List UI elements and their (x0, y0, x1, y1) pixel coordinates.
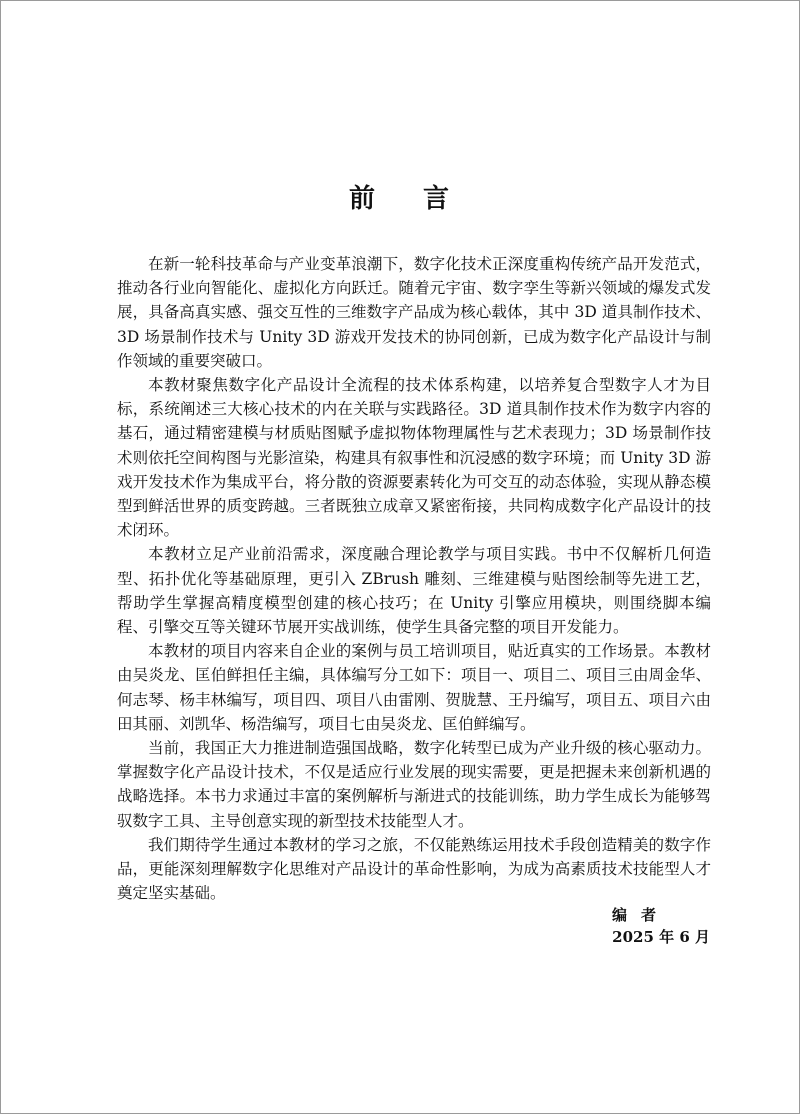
signature-author: 编者 (611, 906, 670, 924)
paragraph-4: 本教材的项目内容来自企业的案例与员工培训项目，贴近真实的工作场景。本教材由吴炎龙、匡伯鲜担任主编，具体编写分工如下：项目一、项目二、项目三由周金华、何志琴、杨丰林编写，项目四、项目八由雷刚、贺胧慧、王丹编写，项目五、项目六由田其丽、刘凯华、杨浩编写，项目七由吴炎龙、匡伯鲜编写。 (117, 642, 711, 733)
paragraph-2: 本教材聚焦数字化产品设计全流程的技术体系构建，以培养复合型数字人才为目标，系统阐述三大核心技术的内在关联与实践路径。3D 道具制作技术作为数字内容的基石，通过精密建模与材质贴图赋予虚拟物体物理属性与艺术表现力；3D 场景制作技术则依托空间构图与光影渲染，构建具有叙事性和沉浸感的数字环境；而 Unity 3D 游戏开发技术作为集成平台，将分散的资源要素转化为可交互的动态体验，实现从静态模型到鲜活世界的质变跨越。三者既独立成章又紧密衔接，共同构成数字化产品设计的技术闭环。 (117, 376, 711, 540)
paragraph-5: 当前，我国正大力推进制造强国战略，数字化转型已成为产业升级的核心驱动力。掌握数字化产品设计技术，不仅是适应行业发展的现实需要，更是把握未来创新机遇的战略选择。本书力求通过丰富的案例解析与渐进式的技能训练，助力学生成长为能够驾驭数字工具、主导创意实现的新型技术技能型人才。 (117, 739, 711, 830)
paragraph-6: 我们期待学生通过本教材的学习之旅，不仅能熟练运用技术手段创造精美的数字作品，更能深刻理解数字化思维对产品设计的革命性影响，为成为高素质技术技能型人才奠定坚实基础。 (117, 835, 711, 903)
signature-block (560, 904, 710, 948)
title-char-1: 前 (348, 184, 377, 214)
paragraph-3: 本教材立足产业前沿需求，深度融合理论教学与项目实践。书中不仅解析几何造型、拓扑优化等基础原理，更引入 ZBrush 雕刻、三维建模与贴图绘制等先进工艺，帮助学生掌握高精度模型创建的核心技巧；在 Unity 引擎应用模块，则围绕脚本编程、引擎交互等关键环节展开实战训练，使学生具备完整的项目开发能力。 (117, 545, 711, 637)
preface-body (117, 252, 711, 905)
page-title (0, 178, 800, 215)
paragraph-1: 在新一轮科技革命与产业变革浪潮下，数字化技术正深度重构传统产品开发范式，推动各行业向智能化、虚拟化方向跃迁。随着元宇宙、数字孪生等新兴领域的爆发式发展，具备高真实感、强交互性的三维数字产品成为核心载体，其中 3D 道具制作技术、3D 场景制作技术与 Unity 3D 游戏开发技术的协同创新，已成为数字化产品设计与制作领域的重要突破口。 (117, 255, 711, 370)
signature-date: 2025 年 6 月 (612, 928, 710, 946)
title-char-2: 言 (423, 184, 452, 214)
